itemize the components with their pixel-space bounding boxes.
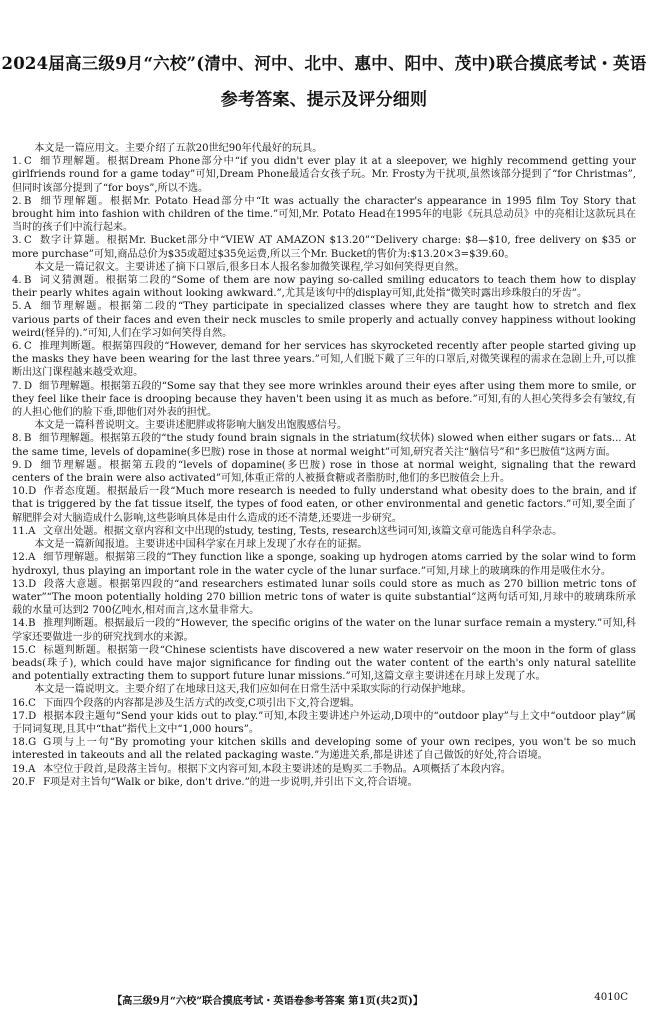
explanation-text: 细节理解题。根据第三段的“They function like a sponge, soaking up hydrogen atoms carried by the solar wind to form hydroxyl, thus playing an important role in the water cycle of the lunar surface.”可知,月球上的玻璃珠的作用是吸住水分。 [12,552,636,577]
passage-intro: 本文是一篇记叙文。主要讲述了摘下口罩后,很多日本人报名参加微笑课程,学习如何笑得更自然。 [34,261,465,273]
answer-letter: C [24,341,32,353]
answer-letter: G [28,737,37,749]
answer-item [12,578,636,618]
explanation-text: 标题判断题。根据第一段“Chinese scientists have discovered a new water reservoir on the moon in the form of glass beads(珠子), which could have major significance for finding out the water content of the earth's only natural satellite and potentially extracting them to support future lunar missions.”可知,这篇文章主要讲述在月球上发现了水。 [12,644,636,683]
question-number: 17. [12,710,29,722]
answer-letter: C [24,156,32,168]
explanation-text: 文章出处题。根据文章内容和文中出现的study, testing, Tests, research这些词可知,该篇文章可能选自科学杂志。 [43,525,563,537]
explanation-text: F项是对主旨句“Walk or bike, don't drive.”的进一步说明,并引出下文,符合语境。 [43,776,418,788]
answer-item [12,485,636,525]
answer-item [12,697,636,710]
explanation-text: 作者态度题。根据最后一段“Much more research is needed to fully understand what obesity does to the brain, and if that is triggered by the fat tissue itself, the types of food eaten, or other environmental and genetic factors.”可知,要全面了解肥胖会对大脑造成什么影响,这些影响具体是由什么造成的还不清楚,还要进一步研究。 [12,486,636,524]
answer-item [12,763,636,776]
answer-item [12,644,636,684]
explanation-text: G项与上一句“By promoting your kitchen skills and developing some of your own recipes, you won't be so much interested in takeouts and all the related packaging waste.”为递进关系,都是讲述了自己做饭的好处,符合语境。 [12,737,636,762]
answer-letter: B [28,618,36,630]
explanation-text: 词义猜测题。根据第二段的“Some of them are now paying so-called smiling educators to teach them how to display their pearly whites again without looking awkward.”,尤其是该句中的display可知,此处指“微笑时露出珍珠般白的牙齿”。 [12,275,636,300]
question-number: 11. [12,525,29,537]
answer-letter: C [28,644,36,656]
explanation-text: 段落大意题。根据第四段的“and researchers estimated lunar soils could store as much as 270 billion metric tons of water”“The moon potentially holding 270 billion metric tons of water is quite substantial”这两句话可知,月球中的玻璃珠所承载的水量可达到2 700亿吨水,相对而言,这水量非常大。 [12,578,636,617]
passage-intro: 本文是一篇说明文。主要介绍了在地球日这天,我们应如何在日常生活中采取实际的行动保护地球。 [34,684,472,696]
explanation-text: 细节理解题。根据Dream Phone部分中“if you didn't ever play it at a sleepover, we highly recommend getting your girlfriends round for a game today”可知,Dream Phone最适合女孩子玩。Mr. Frosty为干扰项,虽然该部分提到了“for Christmas”,但同时该部分提到了“for boys”,所以不选。 [12,156,636,194]
explanation-text: 数字计算题。根据Mr. Bucket部分中“VIEW AT AMAZON $13.20”“Delivery charge: $8—$10, free delivery on $35 or more purchase”可知,商品总价为$35或超过$35免运费,所以三个Mr. Bucket的售价为:$13.20×3=$39.60。 [12,235,636,260]
question-number: 16. [12,697,29,709]
question-number: 5. [12,301,22,313]
question-number: 8. [12,433,22,445]
answer-letter: F [28,776,36,788]
answer-letter: D [24,459,33,471]
question-number: 7. [12,380,22,392]
explanation-text: 细节理解题。根据第五段的“Some say that they see more wrinkles around their eyes after using them more to smile, or they feel like their face is drooping because they haven't been using it as much as before.”可知,有的人担心笑得多会有皱纹,有的人担心他们的脸下垂,即他们对外表的担忧。 [12,380,636,419]
answer-letter: A [28,763,36,775]
document-subtitle: 参考答案、提示及评分细则 [220,90,428,110]
answer-letter: A [28,552,36,564]
question-number: 14. [12,618,29,630]
question-number: 18. [12,737,29,749]
answer-item [12,459,636,485]
answer-item [12,551,636,577]
passage-intro: 本文是一篇科普说明文。主要讲述肥胖或将影响大脑发出饱腹感信号。 [34,420,348,432]
answer-letter: D [28,578,37,590]
answer-item [12,300,636,340]
document-title: 2024届高三级9月“六校”(清中、河中、北中、惠中、阳中、茂中)联合摸底考试・英语 [1,54,647,73]
footer-page-info: 【高三级9月“六校”联合摸底考试・英语卷参考答案 第1页(共2页)】 [112,995,424,1007]
answer-letter: D [28,710,37,722]
explanation-text: 细节理解题。根据第五段的“levels of dopamine(多巴胺) rose in those at normal weight, signaling that the reward centers of the brain were also activated”可知,体重正常的人被摄食糖或者脂肪时,他们的多巴胺值会上升。 [12,459,636,485]
explanation-text: 细节理解题。根据第二段的“They participate in specialized classes where they are taught how to stretch and flex various parts of their faces and even their neck muscles to smile properly and actually convey happiness without looking weird(怪异的).”可知,人们在学习如何笑得自然。 [12,301,636,339]
explanation-text: 下面四个段落的内容都是涉及生活方式的改变,C项引出下文,符合逻辑。 [43,697,361,709]
explanation-text: 推理判断题。根据第四段的“However, demand for her services has skyrocketed recently after people started giving up the masks they have been wearing for the last three years.”可知,人们脱下戴了三年的口罩后,对微笑课程的需求在急剧上升,可以推断出这门课程越来越受欢迎。 [12,341,636,379]
explanation-text: 本空位于段首,是段落主旨句。根据下文内容可知,本段主要讲述的是购买二手物品。A项概括了本段内容。 [43,763,511,775]
answer-item [12,710,636,736]
answer-item [12,195,636,235]
question-number: 19. [12,763,29,775]
answer-letter: A [24,301,32,313]
answer-item [12,274,636,300]
answer-item [12,155,636,195]
answer-letter: D [28,486,37,498]
answer-letter: C [28,697,36,709]
question-number: 20. [12,776,29,788]
question-number: 1. [12,156,22,168]
answer-item [12,340,636,380]
answer-item [12,617,636,643]
question-number: 10. [12,486,29,498]
explanation-text: 推理判断题。根据最后一段的“However, the specific origins of the water on the lunar surface remain a mystery.”可知,科学家还要做进一步的研究找到水的来源。 [12,618,636,643]
answer-letter: A [28,525,36,537]
question-number: 4. [12,275,22,287]
question-number: 15. [12,644,29,656]
explanation-text: 细节理解题。根据Mr. Potato Head部分中“It was actually the character's appearance in 1995 film Toy Story that brought him into fashion with children of the time.”可知,Mr. Potato Head在1995年的电影《玩具总动员》中的亮相让这款玩具在当时的孩子们中流行起来。 [12,195,636,234]
answer-letter: C [24,235,32,247]
passage-intro: 本文是一篇新闻报道。主要讲述中国科学家在月球上发现了水存在的证据。 [34,539,368,551]
answer-letter: B [24,433,32,445]
question-number: 2. [12,195,22,207]
explanation-text: 根据本段主题句“Send your kids out to play.”可知,本段主要讲述户外运动,D项中的“outdoor play”与上文中“outdoor play”属于同词复现,且其中“that”指代上文中“1,000 hours”。 [12,710,636,735]
answer-letter: B [24,275,32,287]
answer-letter: D [24,380,33,392]
footer-code: 4010C [594,992,628,1003]
explanation-text: 细节理解题。根据第五段的“the study found brain signals in the striatum(纹状体) slowed when either sugars or fats... At the same time, levels of dopamine(多巴胺) rose in those at normal weight”可知,研究者关注“脑信号”和“多巴胺值”这两方面。 [12,433,636,458]
answer-item [12,736,636,762]
question-number: 9. [12,459,22,471]
answer-item [12,432,636,458]
answer-letter: B [24,195,32,207]
question-number: 6. [12,341,22,353]
question-number: 13. [12,578,29,590]
answer-item [12,776,636,789]
passage-intro: 本文是一篇应用文。主要介绍了五款20世纪90年代最好的玩具。 [34,143,323,154]
answer-item [12,234,636,260]
answer-item [12,525,636,538]
answer-content [12,142,636,789]
question-number: 3. [12,235,22,247]
answer-item [12,380,636,420]
question-number: 12. [12,552,29,564]
